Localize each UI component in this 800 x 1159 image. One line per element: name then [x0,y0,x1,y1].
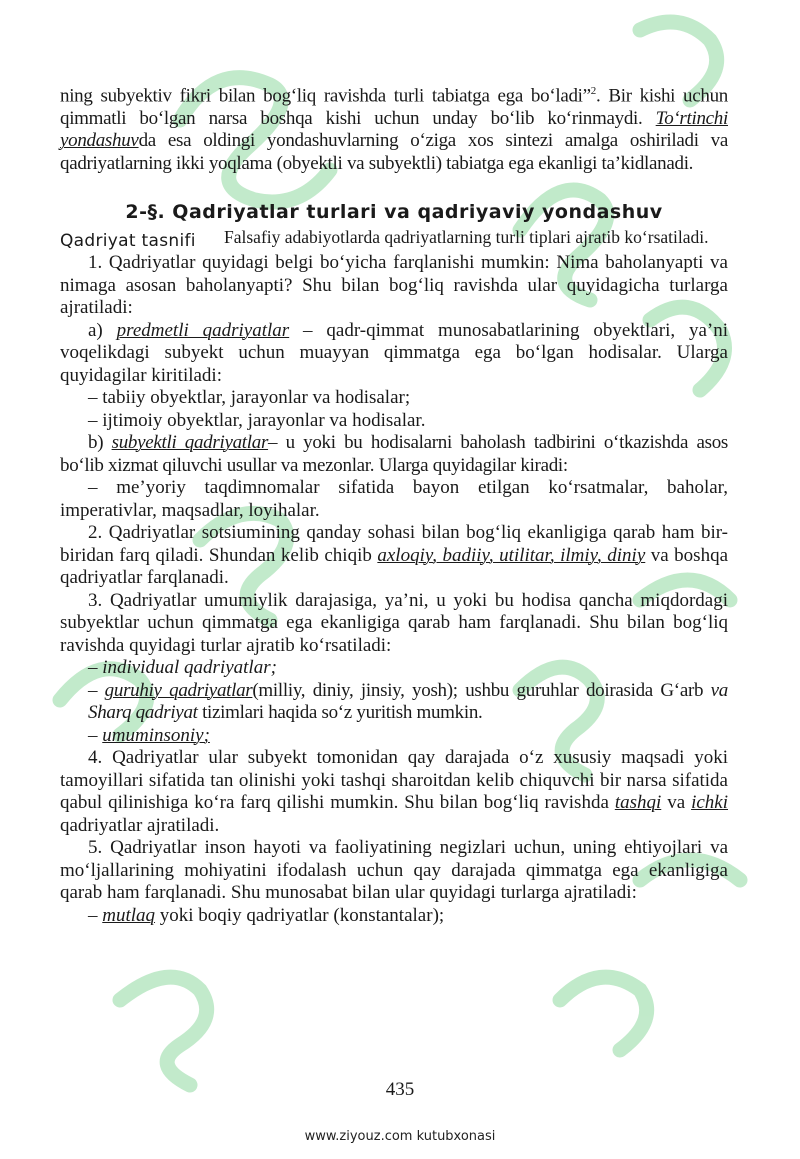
list-item: 5. Qadriyatlar inson hayoti va faoliyatining negizlari uchun, uning ehtiyojlari va mo‘ljallarining mohiyatini ifodalash uchun qay darajada qimmatga ega ekanligiga qarab ham farqlanadi. Shu munosabat bilan ular quyidagi turlarga ajratiladi: [60,837,728,904]
footnote-ref[interactable]: 2 [590,85,596,97]
dash-item: – umuminsoniy; [88,724,210,746]
list-item: 4. Qadriyatlar ular subyekt tomonidan qay darajada o‘z xususiy maqsadi yoki tamoyillari sifatida tan olinishi yoki tashqi sharoitdan kelib chiquvchi bir narsa sifatida qabul qilinishiga ko‘ra farq qilishi mumkin. Shu bilan bog‘liq ravishda tashqi va ichki qadriyatlar ajratiladi. [60,747,728,836]
list-item: 3. Qadriyatlar umumiylik darajasiga, ya’ni, u yoki bu hodisa qancha miqdordagi subyektlar uchun qimmatga ega ekanligiga qarab ham farqlanadi. Shu bilan bog‘liq ravishda quyidagi turlar ajratib ko‘rsatiladi: [60,589,728,656]
footer-source[interactable]: www.ziyouz.com kutubxonasi [304,1129,496,1144]
dash-item: – mutlaq yoki boqiy qadriyatlar (konstantalar); [88,904,445,926]
watermark-mark [120,977,207,1085]
dash-item: – me’yoriy taqdimnomalar sifatida bayon etilgan ko‘rsatmalar, baholar, imperativlar, maqsadlar, loyihalar. [60,477,728,521]
list-item: 2. Qadriyatlar sotsiumining qanday sohasi bilan bog‘liq ekanligiga qarab ham bir-biridan farq qiladi. Shundan kelib chiqib axloqiy, badiiy, utilitar, ilmiy, diniy va boshqa qadriyatlar farqlanadi. [60,522,729,589]
watermark-mark [560,977,647,1050]
dash-item: – ijtimoiy obyektlar, jarayonlar va hodisalar. [88,409,426,431]
emphasis: To‘rtinchi yondashuv [60,107,728,152]
section-title: 2-§. Qadriyatlar turlari va qadriyaviy yondashuv [125,201,663,224]
list-item: b) subyektli qadriyatlar– u yoki bu hodisalarni baholash tadbirini o‘tkazishda asos bo‘lib xizmat qiluvchi usullar va mezonlar. Ularga quyidagilar kiradi: [60,432,729,476]
classification-intro [60,226,728,253]
dash-item: – tabiiy obyektlar, jarayonlar va hodisalar; [88,387,411,409]
list-item: 1. Qadriyatlar quyidagi belgi bo‘yicha farqlanishi mumkin: Nima baholanyapti va nimaga asosan baholanyapti? Shu bilan bog‘liq ravishda ular quyidagicha turlarga ajratiladi: [60,252,728,319]
list-item: a) predmetli qadriyatlar – qadr-qimmat munosabatlarining obyektlari, ya’ni voqelikdagi subyekt uchun muayyan qimmatga ega bo‘lgan hodisalar. Ularga quyidagilar kiritiladi: [60,319,729,386]
page-body [60,80,728,927]
page-number: 435 [385,1079,415,1100]
paragraph: ning subyektiv fikri bilan bog‘liq ravishda turli tabiatga ega bo‘ladi”$^2$. Bir kishi uchun qimmatli bo‘lgan narsa boshqa kishi uchun unday bo‘lib ko‘rinmaydi. To‘rtinchi yondashuvda esa oldingi yondashuvlarning o‘ziga xos sintezi amalga oshiriladi va qadriyatlarning ikki yoqlama (obyektli va subyektli) tabiatga ega ekanligi ta’kidlanadi. [60,85,728,174]
intro-text: Falsafiy adabiyotlarda qadriyatlarning turli tiplari ajratib ko‘rsatiladi. [224,226,709,247]
margin-note: Qadriyat tasnifi [60,230,196,251]
dash-item: – individual qadriyatlar; [88,657,277,679]
dash-item: – guruhiy qadriyatlar(milliy, diniy, jinsiy, yosh); ushbu guruhlar doirasida G‘arb va Sharq qadriyat tizimlari haqida so‘z yuritish mumkin. [88,679,728,724]
